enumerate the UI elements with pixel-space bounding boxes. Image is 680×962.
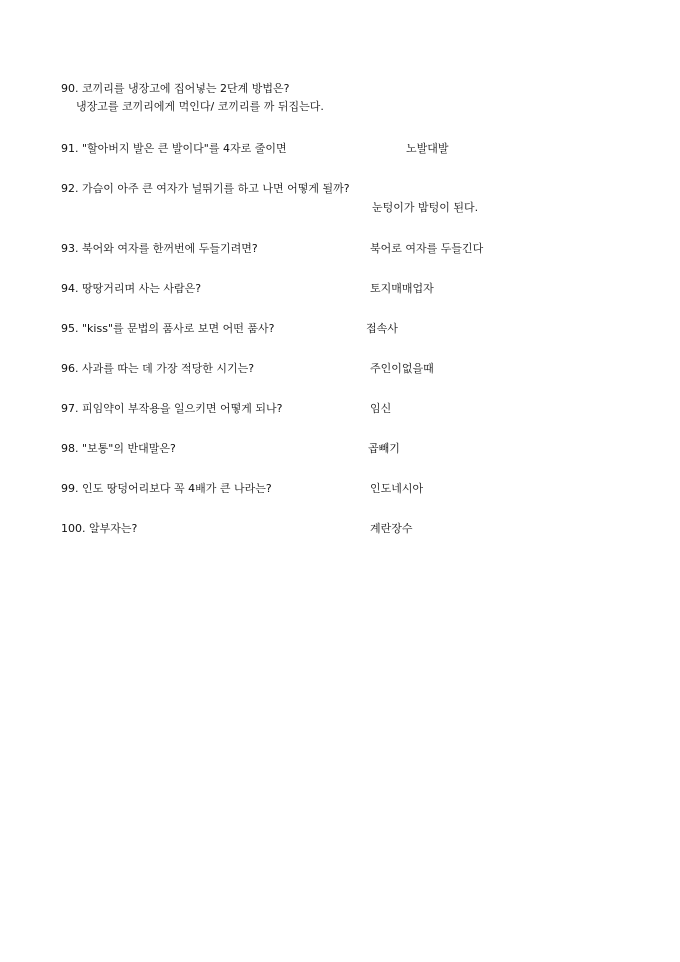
question-90: 90. 코끼리를 냉장고에 집어넣는 2단계 방법은? (61, 82, 290, 95)
question-93: 93. 북어와 여자를 한꺼번에 두들기려면? (61, 242, 258, 255)
question-95: 95. "kiss"를 문법의 품사로 보면 어떤 품사? (61, 322, 275, 335)
answer-91: 노발대발 (406, 142, 449, 155)
answer-96: 주인이없을때 (370, 362, 434, 375)
answer-90: 냉장고를 코끼리에게 먹인다/ 코끼리를 까 뒤집는다. (76, 100, 324, 113)
answer-97: 임신 (370, 402, 392, 415)
answer-92: 눈텅이가 밤텅이 된다. (372, 201, 479, 214)
answer-99: 인도네시아 (370, 482, 424, 495)
answer-100: 계란장수 (370, 522, 413, 535)
answer-93: 북어로 여자를 두들긴다 (370, 242, 484, 255)
question-98: 98. "보통"의 반대말은? (61, 442, 176, 455)
question-97: 97. 피임약이 부작용을 일으키면 어떻게 되나? (61, 402, 283, 415)
question-92: 92. 가슴이 아주 큰 여자가 널뛰기를 하고 나면 어떻게 될까? (61, 182, 350, 195)
question-94: 94. 땅땅거리며 사는 사람은? (61, 282, 202, 295)
answer-94: 토지매매업자 (370, 282, 434, 295)
question-100: 100. 알부자는? (61, 522, 138, 535)
question-91: 91. "할아버지 발은 큰 발이다"를 4자로 줄이면 (61, 142, 287, 155)
question-96: 96. 사과를 따는 데 가장 적당한 시기는? (61, 362, 255, 375)
answer-95: 접속사 (366, 322, 398, 335)
answer-98: 곱빼기 (368, 442, 400, 455)
question-99: 99. 인도 땅덩어리보다 꼭 4배가 큰 나라는? (61, 482, 272, 495)
